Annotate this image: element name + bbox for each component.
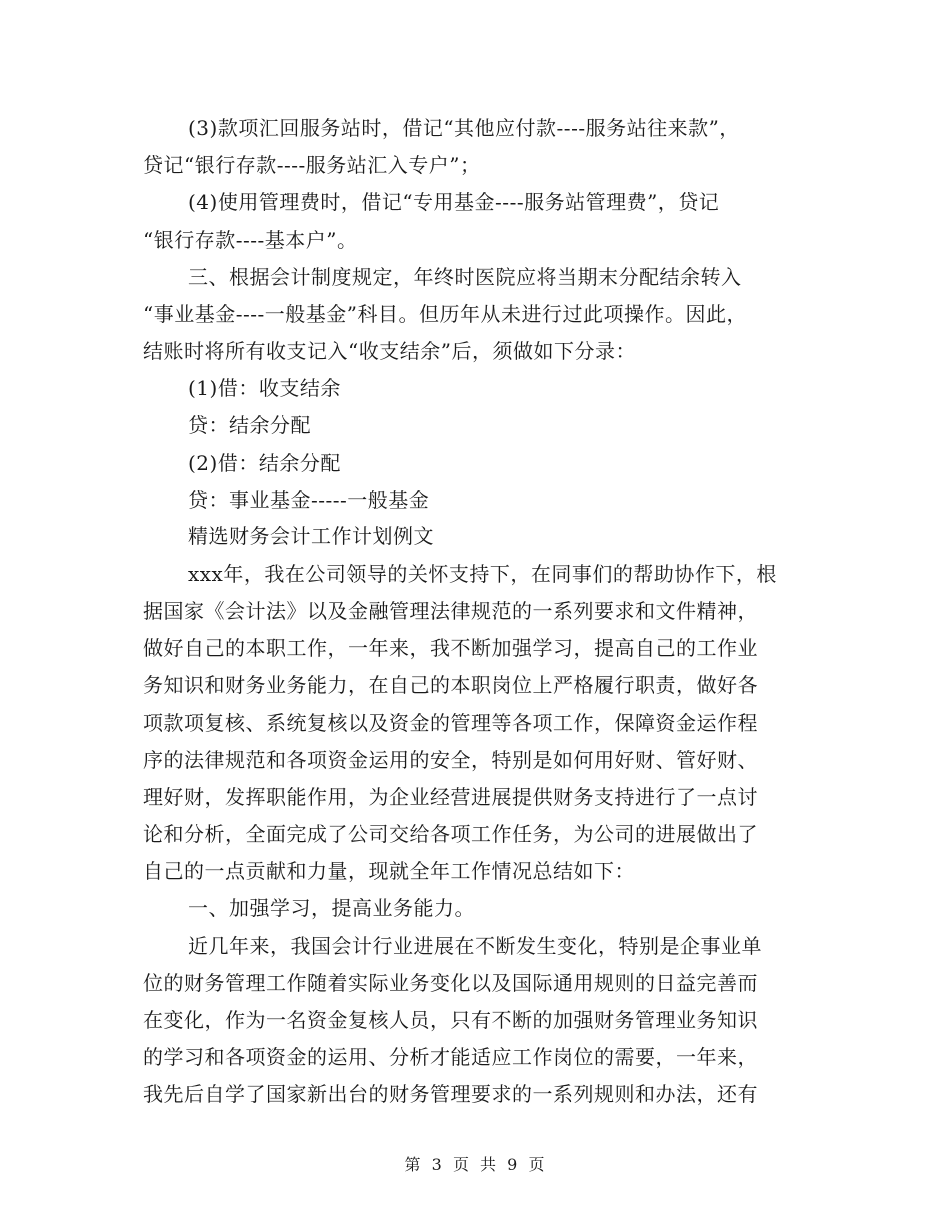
text-line: “银行存款----基本户”。: [143, 228, 358, 252]
text-line: 据国家《会计法》以及金融管理法律规范的一系列要求和文件精神，: [143, 599, 758, 623]
text-line: 序的法律规范和各项资金运用的安全，特别是如何用好财、管好财、: [143, 748, 758, 772]
footer-total-unit: 页: [528, 1155, 546, 1174]
text-line: 贷：结余分配: [188, 413, 311, 437]
text-line: 在变化，作为一名资金复核人员，只有不断的加强财务管理业务知识: [143, 1008, 758, 1032]
text-line: (1)借：收支结余: [188, 376, 341, 400]
footer-page-unit: 页: [452, 1155, 470, 1174]
text-line: (3)款项汇回服务站时，借记“其他应付款----服务站往来款”，: [188, 116, 740, 140]
section-heading: 一、加强学习，提高业务能力。: [188, 896, 475, 920]
footer-prefix: 第: [404, 1155, 422, 1174]
text-line: 我先后自学了国家新出台的财务管理要求的一系列规则和办法，还有: [143, 1082, 758, 1106]
text-line: “事业基金----一般基金”科目。但历年从未进行过此项操作。因此，: [143, 302, 747, 326]
text-line: (4)使用管理费时，借记“专用基金----服务站管理费”，贷记: [188, 190, 720, 214]
text-line: 自己的一点贡献和力量，现就全年工作情况总结如下：: [143, 859, 635, 883]
text-line: 理好财，发挥职能作用，为企业经营进展提供财务支持进行了一点讨: [143, 785, 758, 809]
text-line: 结账时将所有收支记入“收支结余”后，须做如下分录：: [143, 339, 636, 363]
text-line: 务知识和财务业务能力，在自己的本职岗位上严格履行职责，做好各: [143, 673, 758, 697]
text-line: (2)借：结余分配: [188, 451, 341, 475]
text-line: 贷：事业基金-----一般基金: [188, 488, 430, 512]
footer-total-prefix: 共: [480, 1155, 498, 1174]
footer-total-pages: 9: [507, 1155, 519, 1174]
text-line: 论和分析，全面完成了公司交给各项工作任务，为公司的进展做出了: [143, 822, 758, 846]
text-line: 做好自己的本职工作，一年来，我不断加强学习，提高自己的工作业: [143, 636, 758, 660]
section-heading: 精选财务会计工作计划例文: [188, 524, 434, 548]
text-line: 三、根据会计制度规定，年终时医院应将当期末分配结余转入: [188, 265, 742, 289]
footer-page-number: 3: [431, 1155, 443, 1174]
text-line: 项款项复核、系统复核以及资金的管理等各项工作，保障资金运作程: [143, 711, 758, 735]
text-line: 的学习和各项资金的运用、分析才能适应工作岗位的需要，一年来，: [143, 1045, 758, 1069]
page-footer: [0, 1155, 950, 1175]
text-line: xxx年，我在公司领导的关怀支持下，在同事们的帮助协作下，根: [188, 562, 777, 586]
text-line: 贷记“银行存款----服务站汇入专户”；: [143, 153, 481, 177]
text-line: 近几年来，我国会计行业进展在不断发生变化，特别是企事业单: [188, 934, 762, 958]
text-line: 位的财务管理工作随着实际业务变化以及国际通用规则的日益完善而: [143, 971, 758, 995]
